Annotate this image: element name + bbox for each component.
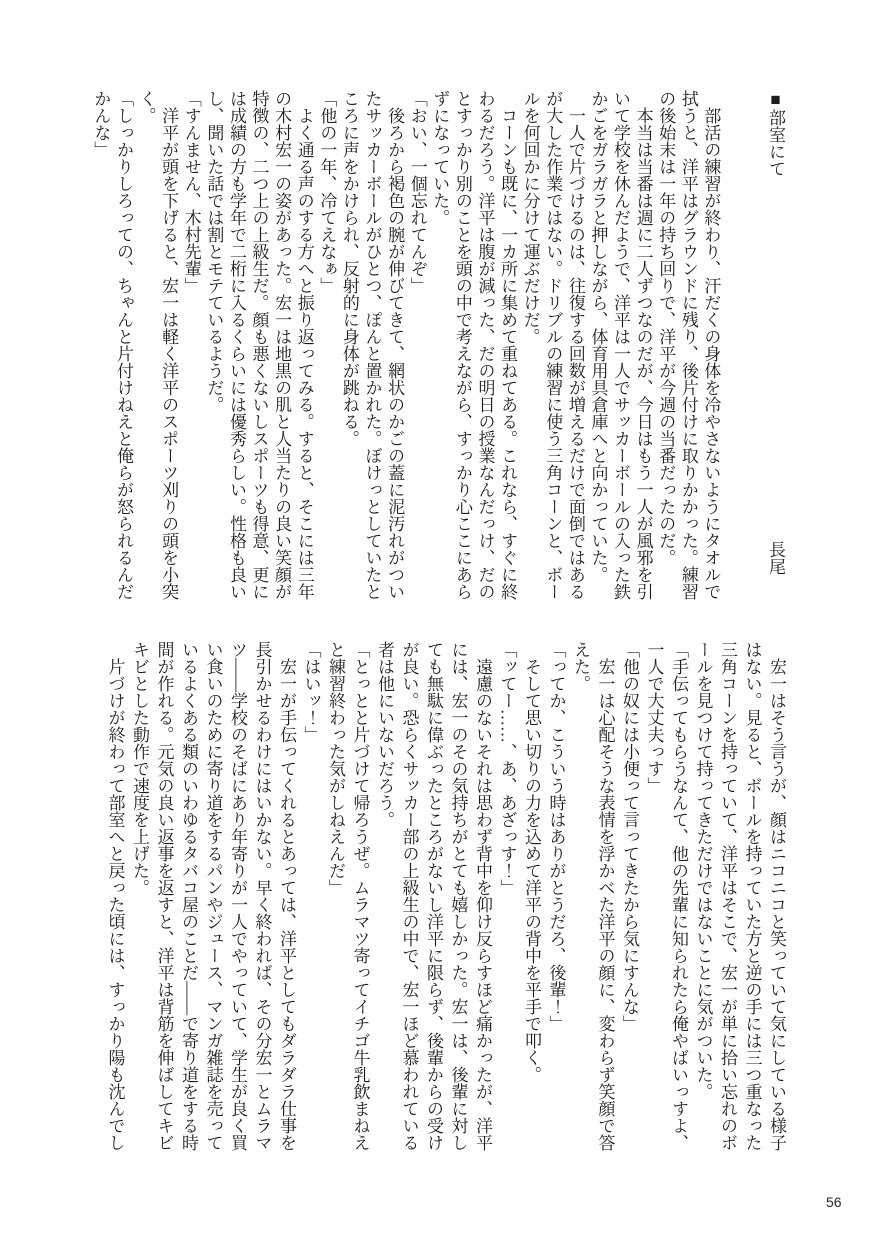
paragraph: 宏一は心配そうな表情を浮かべた洋平の顔に、変わらず笑顔で答えた。 [571, 641, 615, 1151]
paragraph-dialogue: 「しっかりしろっての、ちゃんと片付けねえと俺らが怒られるんだかんな」 [91, 90, 133, 600]
section-title-column [763, 90, 786, 605]
paragraph: 洋平が頭を下げると、宏一は軽く洋平のスポーツ刈りの頭を小突く。 [136, 90, 179, 600]
paragraph: 片づけが終わって部室へと戻った頃には、すっかり陽も沈んでし [105, 658, 125, 1151]
story-block-bottom [102, 641, 788, 1156]
paragraph: 一人で片づけるのは、往復する回数が増えるだけで面倒ではあるが大した作業ではない。ドリブルの練習に使う三角コーンと、ボールを何回かに分けて運ぶだけだ。 [520, 90, 585, 600]
paragraph: そして思い切りの力を込めて洋平の背中を平手で叩く。 [522, 658, 541, 1083]
paragraph-dialogue: 「すんません、木村先輩」 [181, 90, 201, 294]
paragraph: 宏一はそう言うが、顔はニコニコと笑っていて気にしている様子はない。見ると、ボールを持っていた方と逆の手には三つ重なった三角コーンを持っていて、洋平はそこで、宏一が単に拾い忘れのボールを見つけて持ってきただけではないことに気がついた。 [693, 641, 786, 1151]
paragraph: 部活の練習が終わり、汗だくの身体を冷やさないようにタオルで拭うと、洋平はグラウンドに残り、後片付けに取りかかった。練習の後始末は一年の持ち回りで、洋平が今週の当番だったのだ。 [656, 90, 721, 600]
paragraph: よく通る声のする方へと振り返ってみる。すると、そこには三年の木村宏一の姿があった。宏一は地黒の肌と人当たりの良い笑顔が特徴の、二つ上の上級生だ。顔も悪くないしスポーツも得意、更には成績の方も学年で二桁に入るくらいには優秀らしい。性格も良いし、聞いた話では割とモテているようだ。 [204, 90, 314, 600]
author-name: 長尾 [766, 541, 785, 575]
paragraph-dialogue: 「他の一年、冷てえなぁ」 [317, 90, 337, 294]
paragraph-dialogue: 「はいッ！」 [301, 641, 321, 743]
paragraph-dialogue: 「ってか、こういう時はありがとうだろ、後輩！」 [546, 641, 566, 1032]
paragraph: 遠慮のないそれは思わず背中を仰け反らすほど痛かったが、洋平には、宏一のその気持ちがとても嬉しかった。宏一は、後輩に対しても無駄に偉ぶったところがないし洋平に限らず、後輩からの受けが良い。恐らくサッカー部の上級生の中で、宏一ほど慕われている者は他にいないだろう。 [375, 641, 492, 1151]
paragraph-dialogue: 「手伝ってもらうなんて、他の先輩に知られたら俺やばいっすよ、一人で大丈夫っす」 [644, 641, 688, 1151]
paragraph: 本当は当番は週に二人ずつなのだが、今日はもう一人が風邪を引いて学校を休んだようで、洋平は一人でサッカーボールの入った鉄かごをガラガラと押しながら、体育用具倉庫へと向かっていた。 [588, 90, 653, 600]
paragraph-dialogue: 「他の奴には小便って言ってきたから気にすんな」 [620, 641, 639, 1032]
paragraph-dialogue: 「おい、一個忘れてんぞ」 [407, 90, 427, 294]
section-title: ■部室にて [766, 90, 785, 177]
paragraph-dialogue: 「ッてー……、あ、あざっす！」 [497, 641, 517, 896]
paragraph: 宏一が手伝ってくれるとあっては、洋平としてもダラダラ仕事を長引かせるわけにはいかない。早く終われば、その分宏一とムラマツ――学校のそばにあり年寄りが一人でやっていて、学生が良く買い食いのために寄り道をするパンやジュース、マンガ雑誌を売っているよくある類のいわゆるタバコ屋のことだ――で寄り道をする時間が作れる。元気の良い返事を返すと、洋平は背筋を伸ばしてキビキビとした動作で速度を上げた。 [130, 641, 296, 1151]
paragraph: 後ろから褐色の腕が伸びてきて、網状のかごの蓋に泥汚れがついたサッカーボールがひとつ、ぽんと置かれた。ぼけっとしていたところに声をかけられ、反射的に身体が跳ねる。 [339, 90, 405, 600]
story-block-top [89, 90, 786, 605]
page-number: 56 [826, 1194, 842, 1210]
paragraph-dialogue: 「とっとと片づけて帰ろうぜ。ムラマツ寄ってイチゴ牛乳飲まねえと練習終わった気がしねえんだ」 [326, 641, 370, 1151]
paragraph: コーンも既に、一カ所に集めて重ねてある。これなら、すぐに終わるだろう。洋平は腹が減った、だの明日の授業なんだっけ、だのとすっかり別のことを頭の中で考えながら、すっかり心ここにあらずになっていた。 [430, 90, 518, 600]
